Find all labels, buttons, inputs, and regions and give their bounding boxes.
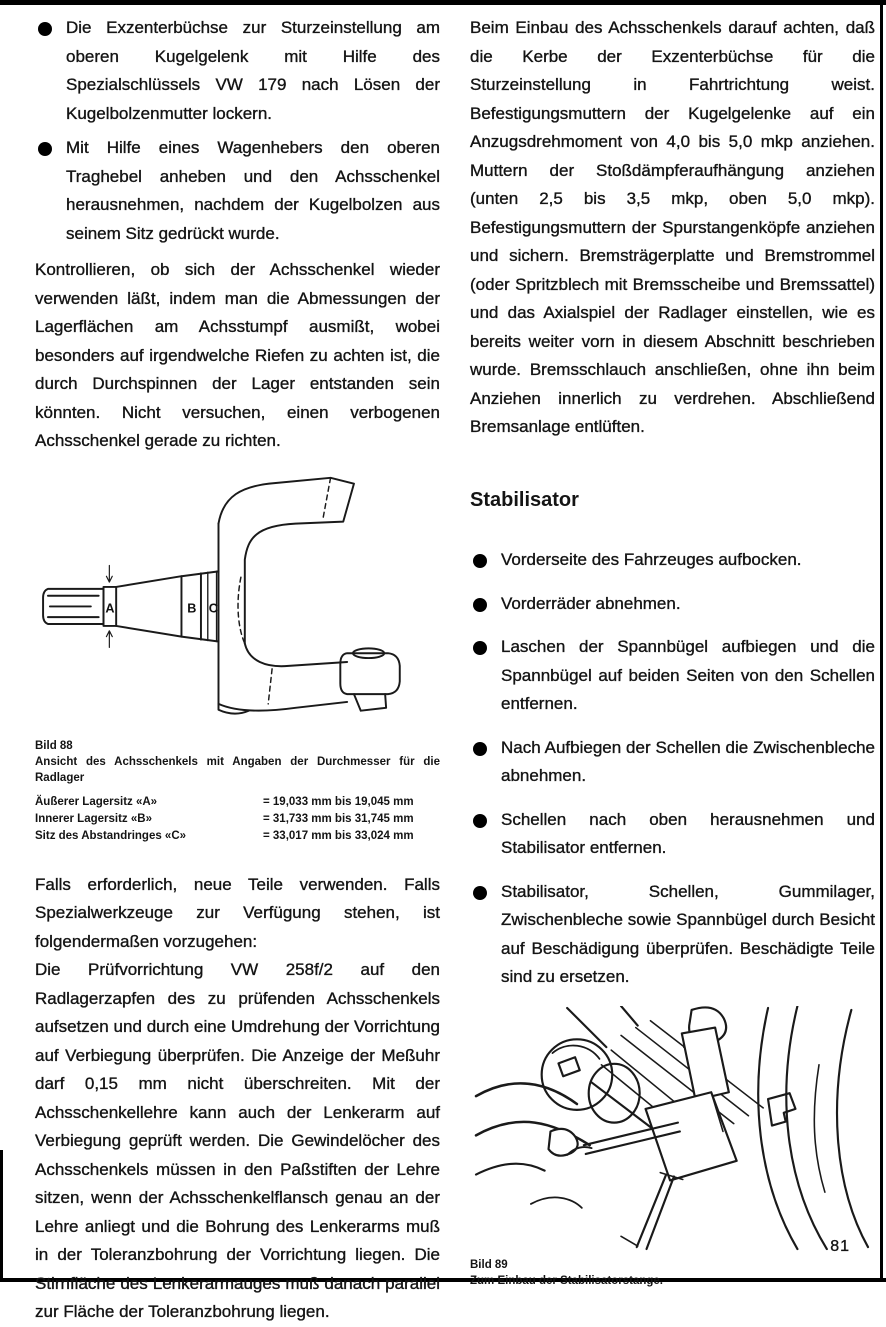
bullet-icon bbox=[473, 886, 487, 900]
spec-label: Äußerer Lagersitz «A» bbox=[35, 795, 158, 808]
list-item-text: Vorderräder abnehmen. bbox=[501, 593, 681, 613]
paragraph-einbau: Beim Einbau des Achsschenkels darauf achten, daß die Kerbe der Exzenterbüchse für die Sturzeinstellung in Fahrtrichtung weist. Befestigungsmuttern der Kugelgelenke auf ein Anzugsdrehmoment von 4,0 bis 5,0 mkp anziehen. Muttern der Stoßdämpferaufhängung anziehen (unten 2,5 bis 3,5 mkp, oben 5,0 mkp). Befestigungsmuttern der Spurstangenköpfe anziehen und sichern. Bremsträgerplatte und Bremstrommel (oder Spritzblech mit Bremsscheibe und Bremssattel) und das Axialspiel der Radlager einstellen, wie es bereits weiter vorn in diesem Abschnitt beschrieben wurde. Bremsschlauch anschließen, ohne ihn beim Anziehen innerlich zu verdrehen. Abschließend Bremsanlage entlüften. bbox=[470, 18, 875, 436]
scan-edge-right bbox=[880, 0, 883, 1282]
figure-89-title: Zum Einbau der Stabilisatorstange. bbox=[470, 1274, 663, 1287]
list-item-text: Schellen nach oben herausnehmen und Stabilisator entfernen. bbox=[501, 809, 875, 857]
list-item-text: Nach Aufbiegen der Schellen die Zwischenbleche abnehmen. bbox=[501, 737, 875, 785]
list-item bbox=[470, 633, 875, 719]
spec-value: = 19,033 mm bis 19,045 mm bbox=[263, 795, 414, 808]
figure-89-caption bbox=[470, 1257, 875, 1289]
table-row bbox=[35, 828, 440, 845]
bullet-icon bbox=[38, 142, 52, 156]
figure-88-title: Ansicht des Achsschenkels mit Angaben der Durchmesser für die Radlager bbox=[35, 755, 440, 784]
stabilizer-install-drawing bbox=[470, 1006, 875, 1251]
bullet-icon bbox=[473, 641, 487, 655]
bullet-icon bbox=[38, 22, 52, 36]
spec-label: Innerer Lagersitz «B» bbox=[35, 812, 152, 825]
list-item bbox=[470, 734, 875, 791]
table-row bbox=[35, 794, 440, 811]
figure-88-caption bbox=[35, 738, 440, 786]
left-column bbox=[35, 14, 440, 1327]
page-number: 81 bbox=[830, 1238, 850, 1255]
figure-label-c: C bbox=[208, 600, 218, 615]
paragraph-pruefvorrichtung: Die Prüfvorrichtung VW 258f/2 auf den Radlagerzapfen des zu prüfenden Achsschenkels aufsetzen und durch eine Umdrehung der Vorrichtung auf Verbiegung überprüfen. Die Anzeige der Meßuhr darf 0,15 mm nicht überschreiten. Mit der Achsschenkellehre kann auch der Lenkerarm auf Verbiegung geprüft werden. Die Gewindelöcher des Achsschenkels müssen in den Paßstiften der Lehre sitzen, wenn der Achsschenkelflansch genau an der Lehre anliegt und die Bohrung des Lenkerarms muß in der Toleranzbohrung der Vorrichtung liegen. Die Stirnfläche des Lenkerarmauges muß danach parallel zur Fläche der Toleranzbohrung liegen. bbox=[35, 960, 440, 1321]
figure-89 bbox=[470, 1006, 875, 1289]
list-item-text: Laschen der Spannbügel aufbiegen und die Spannbügel auf beiden Seiten von den Schellen entfernen. bbox=[501, 637, 875, 713]
figure-88-id: Bild 88 bbox=[35, 739, 73, 752]
spec-value: = 31,733 mm bis 31,745 mm bbox=[263, 812, 414, 825]
list-item-text: Die Exzenterbüchse zur Sturzeinstellung am oberen Kugelgelenk mit Hilfe des Spezialschlüssels VW 179 nach Lösen der Kugelbolzenmutter lockern. bbox=[66, 18, 440, 123]
bullet-icon bbox=[473, 598, 487, 612]
stabilisator-steps bbox=[470, 546, 875, 992]
scan-edge-left bbox=[0, 1150, 3, 1282]
spec-label: Sitz des Abstandringes «C» bbox=[35, 829, 187, 842]
section-heading-stabilisator: Stabilisator bbox=[470, 488, 579, 511]
list-item-text: Mit Hilfe eines Wagenhebers den oberen Traghebel anheben und den Achsschenkel herausnehmen, nachdem der Kugelbolzen aus seinem Sitz gedrückt wurde. bbox=[66, 138, 440, 243]
figure-89-id: Bild 89 bbox=[470, 1258, 508, 1271]
list-item-text: Stabilisator, Schellen, Gummilager, Zwischenbleche sowie Spannbügel durch Besicht auf Beschädigung überprüfen. Beschädigte Teile sind zu ersetzen. bbox=[501, 881, 875, 986]
spec-value: = 33,017 mm bis 33,024 mm bbox=[263, 829, 414, 842]
bullet-icon bbox=[473, 742, 487, 756]
paragraph-kontrollieren: Kontrollieren, ob sich der Achsschenkel wieder verwenden läßt, indem man die Abmessungen der Lagerflächen am Achsstumpf ausmißt, wobei besonders auf irgendwelche Riefen zu achten ist, die durch Durchspinnen der Lager entstanden sein könnten. Nicht versuchen, einen verbogenen Achsschenkel gerade zu richten. bbox=[35, 260, 440, 450]
list-item bbox=[35, 134, 440, 248]
list-item bbox=[470, 878, 875, 992]
figure-label-a: A bbox=[105, 600, 115, 615]
paragraph-falls: Falls erforderlich, neue Teile verwenden. Falls Spezialwerkzeuge zur Verfügung stehen, ist folgendermaßen vorzugehen: bbox=[35, 874, 440, 951]
figure-88 bbox=[35, 470, 440, 845]
right-column bbox=[470, 14, 875, 1327]
list-item bbox=[35, 14, 440, 128]
list-item-text: Vorderseite des Fahrzeuges aufbocken. bbox=[501, 550, 802, 569]
bearing-spec-table bbox=[35, 794, 440, 845]
scan-edge-top bbox=[0, 0, 886, 5]
list-item bbox=[470, 806, 875, 863]
list-item bbox=[470, 546, 875, 575]
two-column-layout bbox=[35, 14, 875, 1327]
left-lower-text bbox=[35, 871, 440, 1327]
stub-axle-drawing bbox=[35, 470, 440, 738]
bullet-icon bbox=[473, 814, 487, 828]
table-row bbox=[35, 811, 440, 828]
bullet-icon bbox=[473, 554, 487, 568]
figure-label-b: B bbox=[187, 600, 197, 615]
list-item bbox=[470, 590, 875, 619]
